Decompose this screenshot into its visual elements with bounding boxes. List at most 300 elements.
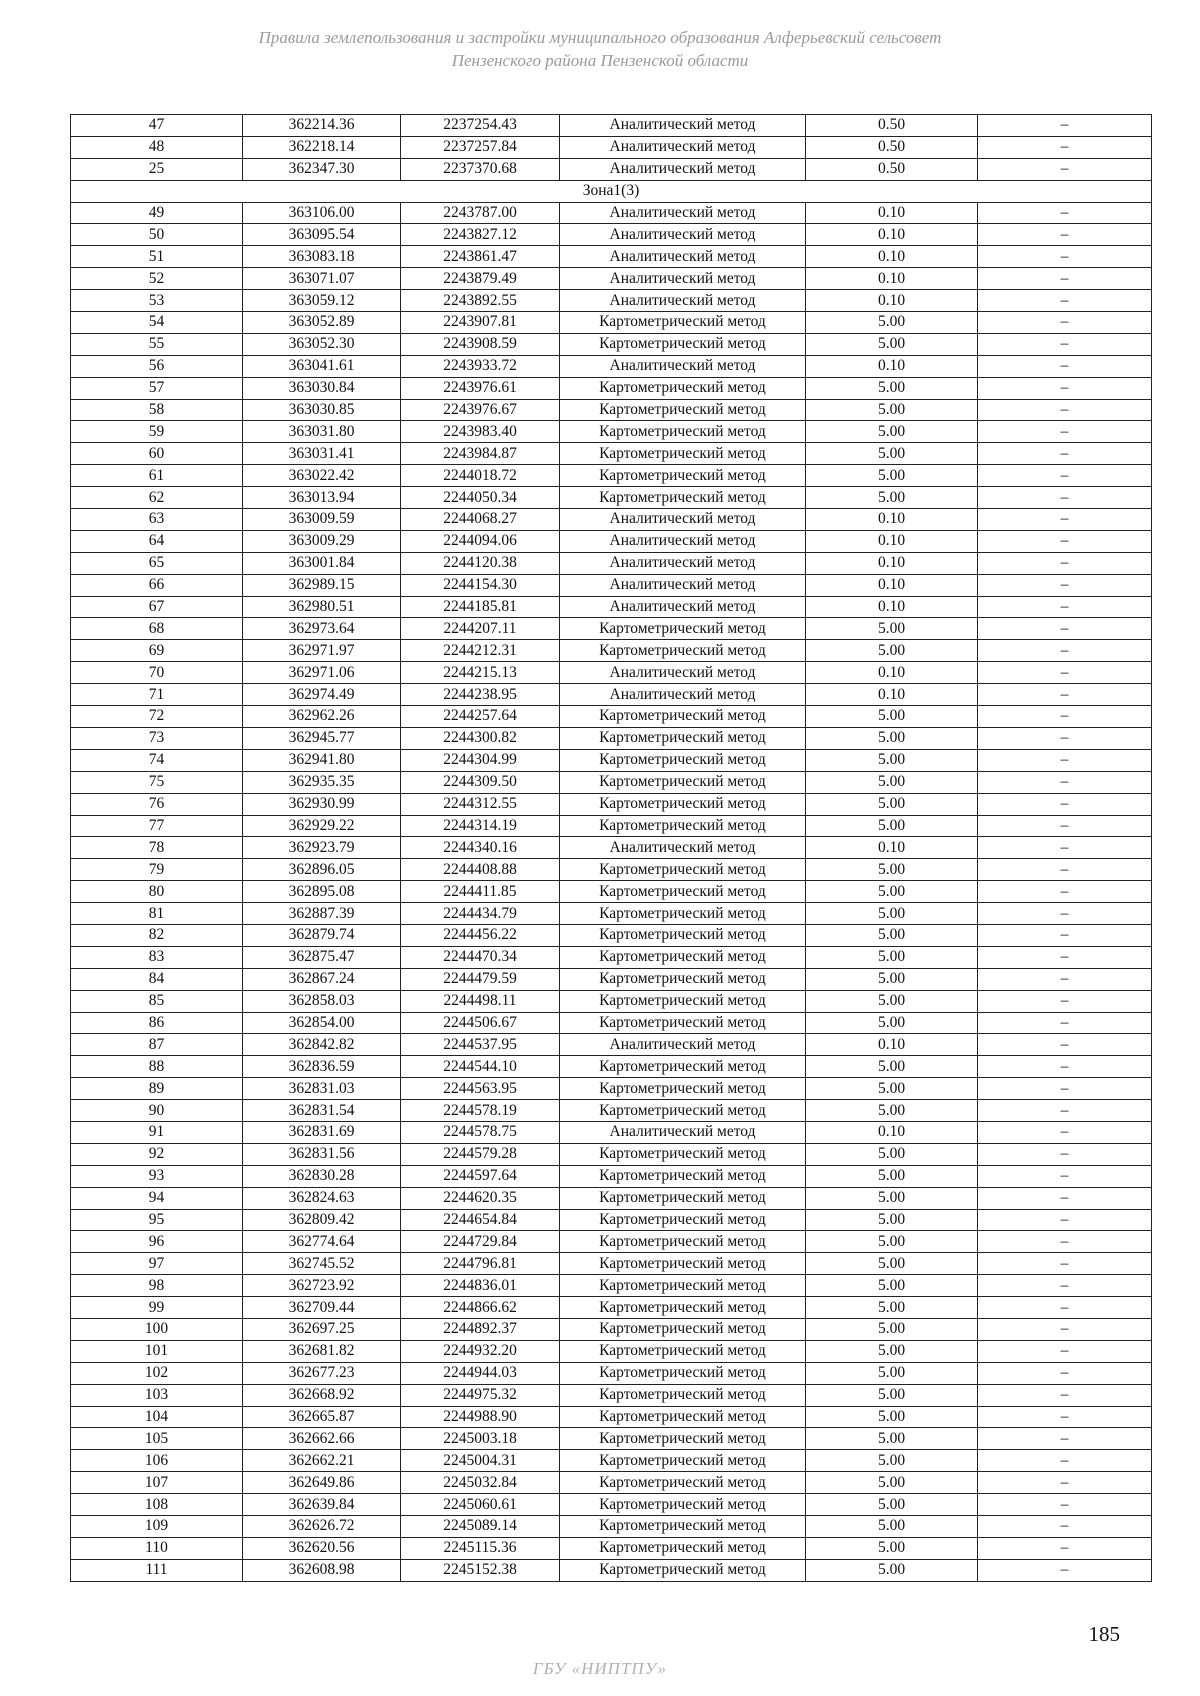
y-coordinate-cell: 2244506.67 [401, 1012, 560, 1034]
extra-cell: – [978, 618, 1152, 640]
extra-cell: – [978, 1494, 1152, 1516]
y-coordinate-cell: 2244185.81 [401, 596, 560, 618]
method-cell: Картометрический метод [560, 924, 806, 946]
x-coordinate-cell: 362935.35 [243, 771, 401, 793]
table-row [71, 530, 1152, 552]
extra-cell: – [978, 596, 1152, 618]
x-coordinate-cell: 362831.56 [243, 1143, 401, 1165]
table-row [71, 1362, 1152, 1384]
point-number-cell: 92 [71, 1143, 243, 1165]
point-number-cell: 73 [71, 727, 243, 749]
point-number-cell: 78 [71, 837, 243, 859]
y-coordinate-cell: 2244470.34 [401, 946, 560, 968]
y-coordinate-cell: 2244892.37 [401, 1318, 560, 1340]
accuracy-cell: 0.10 [806, 1121, 978, 1143]
accuracy-cell: 5.00 [806, 1275, 978, 1297]
extra-cell: – [978, 312, 1152, 334]
point-number-cell: 95 [71, 1209, 243, 1231]
accuracy-cell: 5.00 [806, 946, 978, 968]
table-row [71, 771, 1152, 793]
extra-cell: – [978, 1275, 1152, 1297]
extra-cell: – [978, 290, 1152, 312]
x-coordinate-cell: 362879.74 [243, 924, 401, 946]
point-number-cell: 91 [71, 1121, 243, 1143]
table-row [71, 443, 1152, 465]
point-number-cell: 96 [71, 1231, 243, 1253]
method-cell: Картометрический метод [560, 903, 806, 925]
y-coordinate-cell: 2244729.84 [401, 1231, 560, 1253]
table-row [71, 662, 1152, 684]
method-cell: Картометрический метод [560, 1209, 806, 1231]
x-coordinate-cell: 363001.84 [243, 552, 401, 574]
method-cell: Картометрический метод [560, 399, 806, 421]
table-row [71, 333, 1152, 355]
accuracy-cell: 5.00 [806, 1165, 978, 1187]
method-cell: Картометрический метод [560, 1056, 806, 1078]
method-cell: Аналитический метод [560, 574, 806, 596]
table-row [71, 881, 1152, 903]
point-number-cell: 52 [71, 268, 243, 290]
method-cell: Аналитический метод [560, 530, 806, 552]
table-row [71, 640, 1152, 662]
table-row [71, 268, 1152, 290]
table-row [71, 1056, 1152, 1078]
point-number-cell: 59 [71, 421, 243, 443]
x-coordinate-cell: 362626.72 [243, 1516, 401, 1538]
table-row [71, 1187, 1152, 1209]
x-coordinate-cell: 362854.00 [243, 1012, 401, 1034]
point-number-cell: 89 [71, 1078, 243, 1100]
extra-cell: – [978, 1318, 1152, 1340]
table-row [71, 1537, 1152, 1559]
method-cell: Картометрический метод [560, 312, 806, 334]
accuracy-cell: 5.00 [806, 443, 978, 465]
method-cell: Картометрический метод [560, 1406, 806, 1428]
y-coordinate-cell: 2243892.55 [401, 290, 560, 312]
table-row [71, 312, 1152, 334]
method-cell: Картометрический метод [560, 421, 806, 443]
extra-cell: – [978, 749, 1152, 771]
x-coordinate-cell: 362608.98 [243, 1559, 401, 1581]
x-coordinate-cell: 362842.82 [243, 1034, 401, 1056]
method-cell: Картометрический метод [560, 1537, 806, 1559]
accuracy-cell: 0.10 [806, 552, 978, 574]
point-number-cell: 54 [71, 312, 243, 334]
page-header [140, 26, 1060, 72]
method-cell: Аналитический метод [560, 509, 806, 531]
point-number-cell: 94 [71, 1187, 243, 1209]
accuracy-cell: 5.00 [806, 793, 978, 815]
table-row [71, 202, 1152, 224]
y-coordinate-cell: 2244408.88 [401, 859, 560, 881]
extra-cell: – [978, 421, 1152, 443]
accuracy-cell: 5.00 [806, 1450, 978, 1472]
table-row [71, 749, 1152, 771]
method-cell: Картометрический метод [560, 771, 806, 793]
accuracy-cell: 0.10 [806, 574, 978, 596]
y-coordinate-cell: 2244215.13 [401, 662, 560, 684]
accuracy-cell: 5.00 [806, 706, 978, 728]
x-coordinate-cell: 362697.25 [243, 1318, 401, 1340]
y-coordinate-cell: 2244340.16 [401, 837, 560, 859]
method-cell: Картометрический метод [560, 1297, 806, 1319]
point-number-cell: 76 [71, 793, 243, 815]
extra-cell: – [978, 1209, 1152, 1231]
x-coordinate-cell: 363059.12 [243, 290, 401, 312]
point-number-cell: 71 [71, 684, 243, 706]
table-row [71, 1231, 1152, 1253]
y-coordinate-cell: 2244154.30 [401, 574, 560, 596]
y-coordinate-cell: 2244988.90 [401, 1406, 560, 1428]
y-coordinate-cell: 2244479.59 [401, 968, 560, 990]
method-cell: Картометрический метод [560, 1318, 806, 1340]
method-cell: Картометрический метод [560, 465, 806, 487]
method-cell: Картометрический метод [560, 793, 806, 815]
table-row [71, 1428, 1152, 1450]
extra-cell: – [978, 837, 1152, 859]
accuracy-cell: 5.00 [806, 1494, 978, 1516]
point-number-cell: 50 [71, 224, 243, 246]
extra-cell: – [978, 793, 1152, 815]
table-row [71, 990, 1152, 1012]
method-cell: Аналитический метод [560, 552, 806, 574]
method-cell: Аналитический метод [560, 246, 806, 268]
point-number-cell: 75 [71, 771, 243, 793]
y-coordinate-cell: 2244312.55 [401, 793, 560, 815]
y-coordinate-cell: 2244836.01 [401, 1275, 560, 1297]
accuracy-cell: 5.00 [806, 727, 978, 749]
method-cell: Аналитический метод [560, 596, 806, 618]
extra-cell: – [978, 881, 1152, 903]
method-cell: Картометрический метод [560, 1275, 806, 1297]
table-row [71, 355, 1152, 377]
x-coordinate-cell: 363041.61 [243, 355, 401, 377]
method-cell: Картометрический метод [560, 1559, 806, 1581]
table-row [71, 136, 1152, 158]
x-coordinate-cell: 362836.59 [243, 1056, 401, 1078]
extra-cell: – [978, 224, 1152, 246]
y-coordinate-cell: 2244068.27 [401, 509, 560, 531]
accuracy-cell: 5.00 [806, 1516, 978, 1538]
x-coordinate-cell: 362218.14 [243, 136, 401, 158]
x-coordinate-cell: 363071.07 [243, 268, 401, 290]
extra-cell: – [978, 727, 1152, 749]
method-cell: Картометрический метод [560, 1165, 806, 1187]
y-coordinate-cell: 2244456.22 [401, 924, 560, 946]
x-coordinate-cell: 362665.87 [243, 1406, 401, 1428]
y-coordinate-cell: 2245060.61 [401, 1494, 560, 1516]
extra-cell: – [978, 1012, 1152, 1034]
table-row [71, 1121, 1152, 1143]
table-row [71, 618, 1152, 640]
x-coordinate-cell: 362745.52 [243, 1253, 401, 1275]
method-cell: Картометрический метод [560, 1187, 806, 1209]
accuracy-cell: 5.00 [806, 1340, 978, 1362]
method-cell: Картометрический метод [560, 640, 806, 662]
table-row [71, 377, 1152, 399]
point-number-cell: 51 [71, 246, 243, 268]
y-coordinate-cell: 2245003.18 [401, 1428, 560, 1450]
accuracy-cell: 5.00 [806, 1537, 978, 1559]
x-coordinate-cell: 363030.85 [243, 399, 401, 421]
method-cell: Картометрический метод [560, 1143, 806, 1165]
table-row [71, 924, 1152, 946]
x-coordinate-cell: 362895.08 [243, 881, 401, 903]
table-row [71, 465, 1152, 487]
x-coordinate-cell: 363031.41 [243, 443, 401, 465]
zone-label: Зона1(3) [71, 180, 1152, 202]
y-coordinate-cell: 2244238.95 [401, 684, 560, 706]
extra-cell: – [978, 1450, 1152, 1472]
point-number-cell: 49 [71, 202, 243, 224]
header-line-2: Пензенского района Пензенской области [451, 51, 749, 70]
y-coordinate-cell: 2244537.95 [401, 1034, 560, 1056]
point-number-cell: 25 [71, 158, 243, 180]
y-coordinate-cell: 2244578.75 [401, 1121, 560, 1143]
y-coordinate-cell: 2243976.61 [401, 377, 560, 399]
x-coordinate-cell: 362774.64 [243, 1231, 401, 1253]
method-cell: Аналитический метод [560, 1121, 806, 1143]
x-coordinate-cell: 362858.03 [243, 990, 401, 1012]
accuracy-cell: 5.00 [806, 815, 978, 837]
extra-cell: – [978, 684, 1152, 706]
x-coordinate-cell: 362831.69 [243, 1121, 401, 1143]
point-number-cell: 100 [71, 1318, 243, 1340]
table-row [71, 1472, 1152, 1494]
point-number-cell: 47 [71, 115, 243, 137]
y-coordinate-cell: 2243933.72 [401, 355, 560, 377]
y-coordinate-cell: 2243976.67 [401, 399, 560, 421]
y-coordinate-cell: 2244498.11 [401, 990, 560, 1012]
x-coordinate-cell: 362809.42 [243, 1209, 401, 1231]
accuracy-cell: 5.00 [806, 1187, 978, 1209]
method-cell: Аналитический метод [560, 662, 806, 684]
y-coordinate-cell: 2244018.72 [401, 465, 560, 487]
x-coordinate-cell: 363095.54 [243, 224, 401, 246]
extra-cell: – [978, 530, 1152, 552]
coordinates-table [70, 114, 1152, 1582]
method-cell: Аналитический метод [560, 837, 806, 859]
x-coordinate-cell: 362971.06 [243, 662, 401, 684]
y-coordinate-cell: 2243879.49 [401, 268, 560, 290]
table-row [71, 1297, 1152, 1319]
x-coordinate-cell: 362973.64 [243, 618, 401, 640]
table-row [71, 1318, 1152, 1340]
extra-cell: – [978, 1121, 1152, 1143]
point-number-cell: 85 [71, 990, 243, 1012]
method-cell: Картометрический метод [560, 1100, 806, 1122]
extra-cell: – [978, 771, 1152, 793]
x-coordinate-cell: 362941.80 [243, 749, 401, 771]
x-coordinate-cell: 362831.03 [243, 1078, 401, 1100]
extra-cell: – [978, 202, 1152, 224]
y-coordinate-cell: 2245152.38 [401, 1559, 560, 1581]
accuracy-cell: 0.10 [806, 837, 978, 859]
point-number-cell: 83 [71, 946, 243, 968]
table-row [71, 1165, 1152, 1187]
y-coordinate-cell: 2245004.31 [401, 1450, 560, 1472]
method-cell: Аналитический метод [560, 115, 806, 137]
extra-cell: – [978, 552, 1152, 574]
accuracy-cell: 0.10 [806, 290, 978, 312]
x-coordinate-cell: 362962.26 [243, 706, 401, 728]
accuracy-cell: 5.00 [806, 1143, 978, 1165]
extra-cell: – [978, 246, 1152, 268]
point-number-cell: 99 [71, 1297, 243, 1319]
accuracy-cell: 5.00 [806, 990, 978, 1012]
table-row [71, 596, 1152, 618]
point-number-cell: 77 [71, 815, 243, 837]
x-coordinate-cell: 362830.28 [243, 1165, 401, 1187]
accuracy-cell: 5.00 [806, 1384, 978, 1406]
y-coordinate-cell: 2243908.59 [401, 333, 560, 355]
table-row [71, 946, 1152, 968]
accuracy-cell: 0.50 [806, 115, 978, 137]
table-row [71, 487, 1152, 509]
method-cell: Картометрический метод [560, 1494, 806, 1516]
x-coordinate-cell: 362896.05 [243, 859, 401, 881]
method-cell: Аналитический метод [560, 1034, 806, 1056]
accuracy-cell: 5.00 [806, 1362, 978, 1384]
y-coordinate-cell: 2244120.38 [401, 552, 560, 574]
accuracy-cell: 0.10 [806, 268, 978, 290]
accuracy-cell: 5.00 [806, 1100, 978, 1122]
extra-cell: – [978, 1253, 1152, 1275]
point-number-cell: 69 [71, 640, 243, 662]
method-cell: Аналитический метод [560, 136, 806, 158]
extra-cell: – [978, 946, 1152, 968]
extra-cell: – [978, 1362, 1152, 1384]
zone-row [71, 180, 1152, 202]
point-number-cell: 111 [71, 1559, 243, 1581]
extra-cell: – [978, 1165, 1152, 1187]
accuracy-cell: 5.00 [806, 881, 978, 903]
method-cell: Картометрический метод [560, 1340, 806, 1362]
y-coordinate-cell: 2244579.28 [401, 1143, 560, 1165]
y-coordinate-cell: 2243983.40 [401, 421, 560, 443]
x-coordinate-cell: 362971.97 [243, 640, 401, 662]
y-coordinate-cell: 2244304.99 [401, 749, 560, 771]
extra-cell: – [978, 1340, 1152, 1362]
table-row [71, 1516, 1152, 1538]
point-number-cell: 88 [71, 1056, 243, 1078]
point-number-cell: 48 [71, 136, 243, 158]
point-number-cell: 97 [71, 1253, 243, 1275]
table-row [71, 552, 1152, 574]
point-number-cell: 86 [71, 1012, 243, 1034]
extra-cell: – [978, 333, 1152, 355]
point-number-cell: 63 [71, 509, 243, 531]
point-number-cell: 53 [71, 290, 243, 312]
x-coordinate-cell: 362929.22 [243, 815, 401, 837]
accuracy-cell: 0.50 [806, 158, 978, 180]
point-number-cell: 84 [71, 968, 243, 990]
point-number-cell: 72 [71, 706, 243, 728]
table-row [71, 1100, 1152, 1122]
x-coordinate-cell: 362662.66 [243, 1428, 401, 1450]
accuracy-cell: 5.00 [806, 487, 978, 509]
y-coordinate-cell: 2243827.12 [401, 224, 560, 246]
method-cell: Картометрический метод [560, 1516, 806, 1538]
point-number-cell: 110 [71, 1537, 243, 1559]
method-cell: Картометрический метод [560, 706, 806, 728]
y-coordinate-cell: 2244094.06 [401, 530, 560, 552]
point-number-cell: 104 [71, 1406, 243, 1428]
table-row [71, 509, 1152, 531]
x-coordinate-cell: 363052.30 [243, 333, 401, 355]
x-coordinate-cell: 362709.44 [243, 1297, 401, 1319]
point-number-cell: 90 [71, 1100, 243, 1122]
method-cell: Картометрический метод [560, 1253, 806, 1275]
extra-cell: – [978, 465, 1152, 487]
point-number-cell: 61 [71, 465, 243, 487]
x-coordinate-cell: 362824.63 [243, 1187, 401, 1209]
accuracy-cell: 5.00 [806, 312, 978, 334]
x-coordinate-cell: 362620.56 [243, 1537, 401, 1559]
x-coordinate-cell: 363106.00 [243, 202, 401, 224]
extra-cell: – [978, 859, 1152, 881]
method-cell: Картометрический метод [560, 1012, 806, 1034]
extra-cell: – [978, 1428, 1152, 1450]
y-coordinate-cell: 2244257.64 [401, 706, 560, 728]
method-cell: Картометрический метод [560, 727, 806, 749]
extra-cell: – [978, 968, 1152, 990]
y-coordinate-cell: 2244932.20 [401, 1340, 560, 1362]
extra-cell: – [978, 706, 1152, 728]
point-number-cell: 67 [71, 596, 243, 618]
accuracy-cell: 5.00 [806, 1428, 978, 1450]
x-coordinate-cell: 362723.92 [243, 1275, 401, 1297]
accuracy-cell: 5.00 [806, 749, 978, 771]
accuracy-cell: 0.10 [806, 509, 978, 531]
extra-cell: – [978, 1078, 1152, 1100]
method-cell: Аналитический метод [560, 684, 806, 706]
table-row [71, 1340, 1152, 1362]
extra-cell: – [978, 268, 1152, 290]
x-coordinate-cell: 363009.29 [243, 530, 401, 552]
y-coordinate-cell: 2245032.84 [401, 1472, 560, 1494]
accuracy-cell: 5.00 [806, 618, 978, 640]
extra-cell: – [978, 574, 1152, 596]
point-number-cell: 74 [71, 749, 243, 771]
y-coordinate-cell: 2244207.11 [401, 618, 560, 640]
y-coordinate-cell: 2243787.00 [401, 202, 560, 224]
page-footer: ГБУ «НИПТПУ» [532, 1659, 668, 1678]
x-coordinate-cell: 362649.86 [243, 1472, 401, 1494]
point-number-cell: 64 [71, 530, 243, 552]
point-number-cell: 93 [71, 1165, 243, 1187]
point-number-cell: 101 [71, 1340, 243, 1362]
table-row [71, 1384, 1152, 1406]
point-number-cell: 109 [71, 1516, 243, 1538]
extra-cell: – [978, 443, 1152, 465]
accuracy-cell: 5.00 [806, 1253, 978, 1275]
method-cell: Аналитический метод [560, 355, 806, 377]
extra-cell: – [978, 815, 1152, 837]
accuracy-cell: 0.10 [806, 1034, 978, 1056]
y-coordinate-cell: 2244563.95 [401, 1078, 560, 1100]
accuracy-cell: 0.10 [806, 355, 978, 377]
point-number-cell: 105 [71, 1428, 243, 1450]
point-number-cell: 102 [71, 1362, 243, 1384]
extra-cell: – [978, 355, 1152, 377]
extra-cell: – [978, 1143, 1152, 1165]
method-cell: Картометрический метод [560, 881, 806, 903]
x-coordinate-cell: 363031.80 [243, 421, 401, 443]
x-coordinate-cell: 362930.99 [243, 793, 401, 815]
point-number-cell: 66 [71, 574, 243, 596]
point-number-cell: 56 [71, 355, 243, 377]
